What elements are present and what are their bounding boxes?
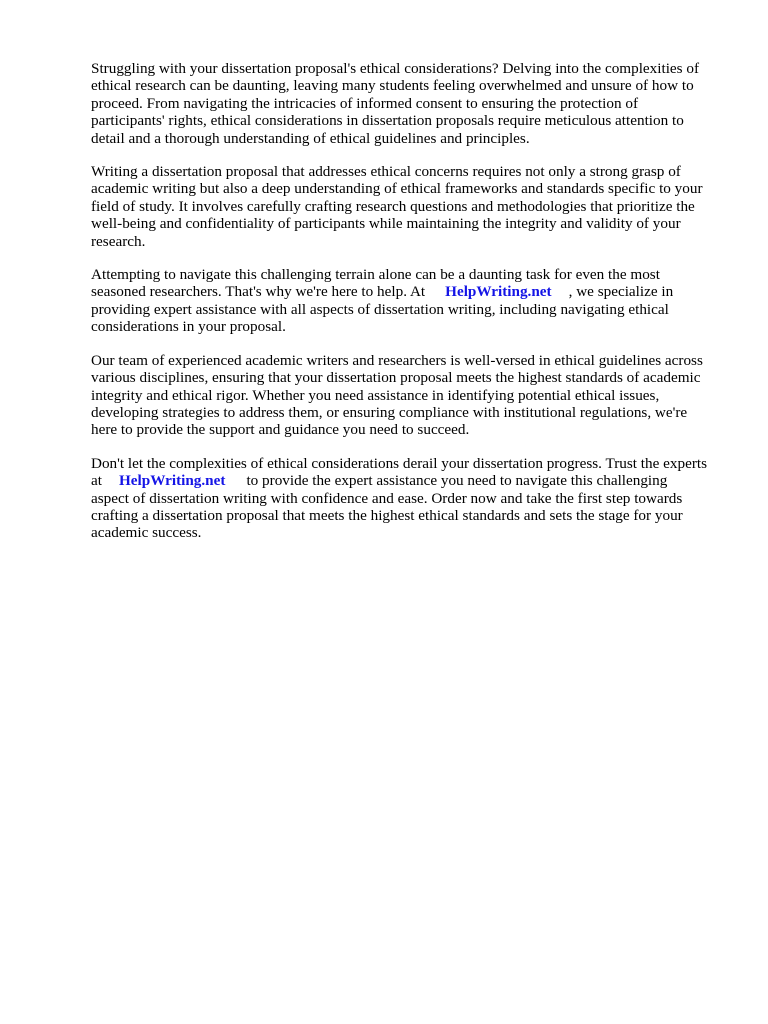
- document-body: [91, 60, 731, 558]
- text-line: well-being and confidentiality of participants while maintaining the integrity and validity of your: [91, 215, 681, 233]
- text-line: developing strategies to address them, or ensuring compliance with institutional regulations, we're: [91, 403, 688, 421]
- text-line: aspect of dissertation writing with confidence and ease. Order now and take the first step towards: [91, 489, 683, 507]
- text-segment: to provide the expert assistance you need to navigate this challenging: [246, 472, 668, 490]
- text-line: Don't let the complexities of ethical considerations derail your dissertation progress. Trust the experts: [91, 454, 708, 472]
- text-line: participants' rights, ethical considerations in dissertation proposals require meticulous attention to: [91, 112, 684, 130]
- text-line: various disciplines, ensuring that your dissertation proposal meets the highest standards of academic: [91, 369, 701, 387]
- text-line: providing expert assistance with all aspects of dissertation writing, including navigating ethical: [91, 300, 669, 318]
- paragraph-2: [91, 163, 731, 250]
- text-line-with-link: [91, 472, 731, 489]
- text-line: Attempting to navigate this challenging terrain alone can be a daunting task for even the most: [91, 266, 660, 284]
- paragraph-1: [91, 60, 731, 147]
- paragraph-5: [91, 455, 731, 542]
- text-line: academic success.: [91, 524, 202, 542]
- text-line: ethical research can be daunting, leaving many students feeling overwhelmed and unsure of how to: [91, 77, 694, 95]
- paragraph-4: [91, 352, 731, 439]
- helpwriting-link[interactable]: HelpWriting.net: [118, 472, 226, 490]
- text-line: integrity and ethical rigor. Whether you need assistance in identifying potential ethical issues,: [91, 386, 660, 404]
- text-segment: , we specialize in: [568, 283, 674, 301]
- text-segment: at: [91, 472, 102, 490]
- text-line: field of study. It involves carefully crafting research questions and methodologies that prioritize the: [91, 197, 695, 215]
- text-line: research.: [91, 232, 146, 250]
- text-line: considerations in your proposal.: [91, 318, 286, 336]
- text-line: proceed. From navigating the intricacies of informed consent to ensuring the protection of: [91, 94, 639, 112]
- text-segment: seasoned researchers. That's why we're here to help. At: [91, 283, 426, 301]
- text-line: Our team of experienced academic writers and researchers is well-versed in ethical guidelines across: [91, 351, 703, 369]
- text-line: Writing a dissertation proposal that addresses ethical concerns requires not only a strong grasp of: [91, 163, 681, 181]
- text-line: Struggling with your dissertation proposal's ethical considerations? Delving into the complexities of: [91, 60, 700, 77]
- text-line: here to provide the support and guidance you need to succeed.: [91, 421, 470, 439]
- helpwriting-link[interactable]: HelpWriting.net: [445, 283, 552, 301]
- text-line: crafting a dissertation proposal that meets the highest ethical standards and sets the stage for your: [91, 506, 683, 524]
- paragraph-3: [91, 266, 731, 336]
- text-line: academic writing but also a deep understanding of ethical frameworks and standards specific to your: [91, 180, 703, 198]
- text-line: detail and a thorough understanding of ethical guidelines and principles.: [91, 129, 530, 147]
- text-line-with-link: [91, 283, 731, 300]
